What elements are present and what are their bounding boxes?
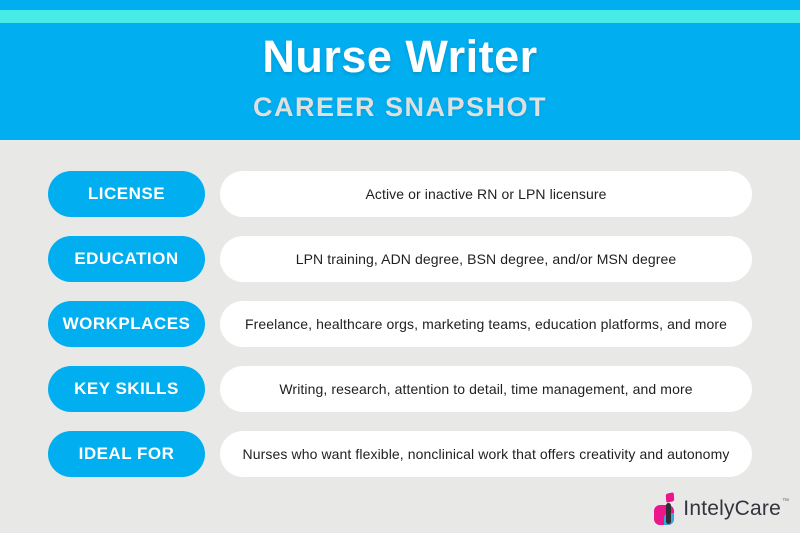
logo-bubble-shape [654,505,674,525]
row-license [48,171,752,217]
header-banner [0,0,800,140]
row-value-box: Freelance, healthcare orgs, marketing teams, education platforms, and more [220,301,752,347]
trademark-symbol: ™ [782,497,789,505]
row-ideal-for [48,431,752,477]
intelycare-logo [654,492,788,526]
row-label-pill: LICENSE [48,171,205,217]
row-label-pill: KEY SKILLS [48,366,205,412]
page-title: Nurse Writer [262,31,538,82]
row-value-box: Nurses who want flexible, nonclinical work that offers creativity and autonomy [220,431,752,477]
turquoise-stripe [0,10,800,23]
logo-i-dot [666,492,675,503]
info-rows [48,171,752,496]
row-education [48,236,752,282]
row-value-box: Active or inactive RN or LPN licensure [220,171,752,217]
logo-i-stem [666,503,671,524]
brand-name: IntelyCare [683,497,781,520]
row-label-pill: EDUCATION [48,236,205,282]
row-label-pill: WORKPLACES [48,301,205,347]
intelycare-logo-icon [654,492,677,526]
row-value-box: LPN training, ADN degree, BSN degree, and/or MSN degree [220,236,752,282]
row-workplaces [48,301,752,347]
row-value-box: Writing, research, attention to detail, time management, and more [220,366,752,412]
row-key-skills [48,366,752,412]
page-subtitle: CAREER SNAPSHOT [252,92,548,122]
row-label-pill: IDEAL FOR [48,431,205,477]
